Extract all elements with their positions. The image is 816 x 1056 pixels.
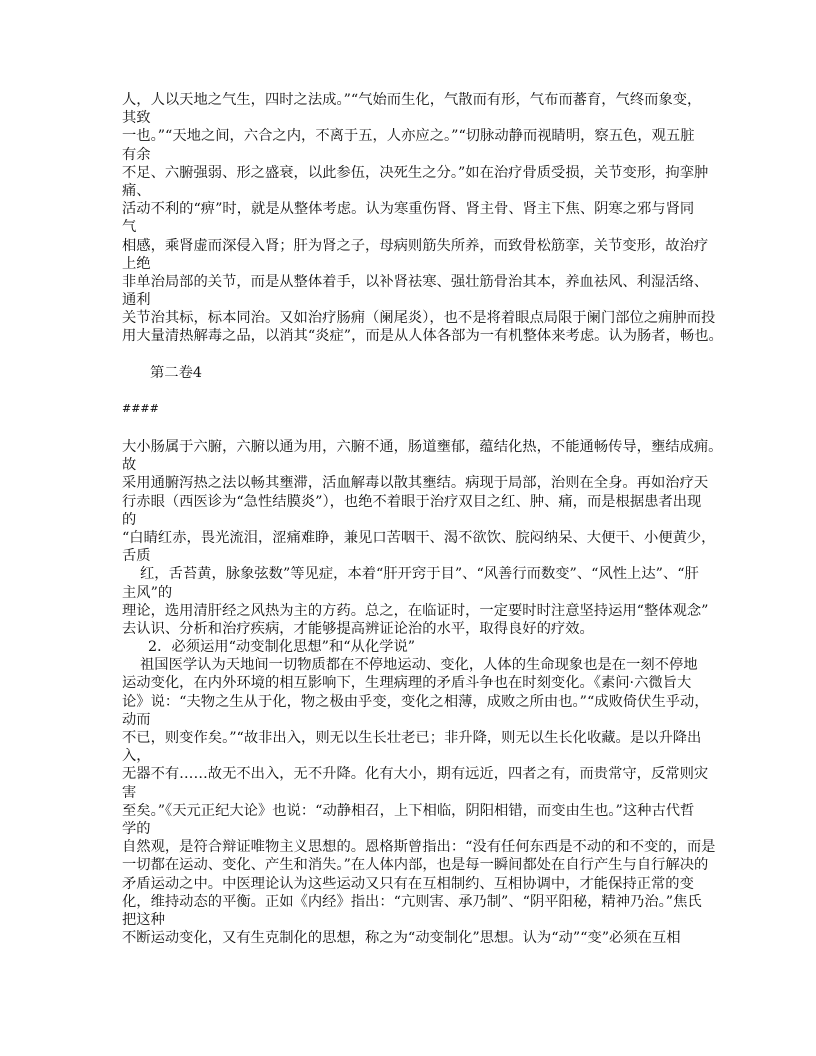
paragraph-continuation [122, 438, 723, 947]
text-line: 入， [122, 748, 151, 765]
text-line: 相感，乘肾虚而深侵入肾；肝为肾之子，母病则筋失所养，而致骨松筋挛，关节变形，故治疗 [122, 237, 709, 254]
text-line: 非单治局部的关节，而是从整体着手，以补肾祛寒、强壮筋骨治其本，养血祛风、利湿活络、 [122, 273, 709, 290]
document-page [122, 91, 723, 947]
text-line: 把这种 [122, 911, 165, 928]
text-line: 理论，选用清肝经之风热为主的方药。总之，在临证时，一定要时时注意坚持运用“整体观念” [122, 602, 709, 619]
text-line: 运动变化，在内外环境的相互影响下，生理病理的矛盾斗争也在时刻变化。《素问·六微旨大 [122, 675, 692, 692]
section-heading: 2．必须运用“动变制化思想”和“从化学说” [148, 639, 416, 656]
text-line: 通利 [122, 292, 151, 309]
text-line: 一切都在运动、变化、产生和消失。”在人体内部，也是每一瞬间都处在自行产生与自行解决的 [122, 857, 709, 874]
text-line: 论》说：“夫物之生从于化，物之极由乎变，变化之相薄，成败之所由也。”“成败倚伏生乎动， [122, 693, 709, 710]
text-line: 活动不利的“痹”时，就是从整体考虑。认为寒重伤肾、肾主骨、肾主下焦、阴寒之邪与肾同 [122, 201, 695, 218]
text-line: 采用通腑泻热之法以畅其壅滞，活血解毒以散其壅结。病现于局部，治则在全身。再如治疗天 [122, 475, 709, 492]
text-line: 气 [122, 219, 137, 236]
text-line: 至矣。”《天元正纪大论》也说：“动静相召，上下相临，阴阳相错，而变由生也。”这种古代哲 [122, 802, 695, 819]
text-line: 其致 [122, 110, 151, 127]
paragraph-holism [122, 91, 723, 346]
page-label: 第二卷4 [150, 364, 202, 381]
text-line: 用大量清热解毒之品，以消其“炎症”，而是从人体各部为一有机整体来考虑。认为肠者，畅也。 [122, 328, 723, 345]
text-line: “白睛红赤，畏光流泪，涩痛难睁，兼见口苦咽干、渴不欲饮、脘闷纳呆、大便干、小便黄少， [122, 529, 716, 546]
text-line: 大小肠属于六腑，六腑以通为用，六腑不通，肠道壅郁，蕴结化热，不能通畅传导，壅结成痈。 [122, 439, 723, 455]
text-line: 矛盾运动之中。中医理论认为这些运动又只有在互相制约、互相协调中，才能保持正常的变 [122, 875, 694, 892]
text-line: 上绝 [122, 255, 151, 272]
text-line: 不足、六腑强弱、形之盛衰，以此参伍，决死生之分。”如在治疗骨质受损，关节变形，拘挛肿 [122, 164, 709, 181]
text-line: 痛、 [122, 182, 151, 199]
text-line: 无器不有……故无不出入，无不升降。化有大小，期有远近，四者之有，而贵常守，反常则灾 [122, 766, 709, 783]
text-line: 红，舌苔黄，脉象弦数”等见症，本着“肝开窍于目”、“风善行而数变”、“风性上达”、“肝 [140, 566, 699, 583]
text-line: 不断运动变化，又有生克制化的思想，称之为“动变制化”思想。认为“动”“变”必须在互相 [122, 930, 681, 947]
text-line: 主风”的 [122, 584, 173, 601]
text-line: 学的 [122, 820, 151, 837]
text-line: 故 [122, 457, 137, 474]
text-line: 关节治其标，标本同治。又如治疗肠痈（阑尾炎），也不是将着眼点局限于阑门部位之痈肿而投 [122, 310, 716, 327]
text-line: 舌质 [122, 548, 151, 565]
separator: #### [122, 401, 159, 415]
text-line: 祖国医学认为天地间一切物质都在不停地运动、变化，人体的生命现象也是在一刻不停地 [140, 657, 698, 674]
text-line: 一也。”“天地之间，六合之内，不离于五，人亦应之。”“切脉动静而视睛明，察五色，观五脏 [122, 128, 695, 145]
text-line: 有余 [122, 146, 151, 163]
text-line: 自然观，是符合辩证唯物主义思想的。恩格斯曾指出：“没有任何东西是不动的和不变的，而是 [122, 839, 716, 856]
text-line: 行赤眼（西医诊为“急性结膜炎”），也绝不着眼于治疗双目之红、肿、痛，而是根据患者出现 [122, 493, 702, 510]
text-line: 不已，则变作矣。”“故非出入，则无以生长壮老已；非升降，则无以生长化收藏。是以升降出 [122, 730, 702, 746]
text-line: 化，维持动态的平衡。正如《内经》指出：“亢则害、承乃制”、“阴平阳秘，精神乃治。”焦氏 [122, 893, 702, 910]
text-line: 人，人以天地之气生，四时之法成。”“气始而生化，气散而有形，气布而蕃育，气终而象变， [122, 92, 702, 108]
text-line: 害 [122, 784, 137, 801]
text-line: 去认识、分析和治疗疾病，才能够提高辨证论治的水平，取得良好的疗效。 [122, 620, 594, 637]
text-line: 的 [122, 511, 137, 528]
text-line: 动而 [122, 711, 151, 728]
